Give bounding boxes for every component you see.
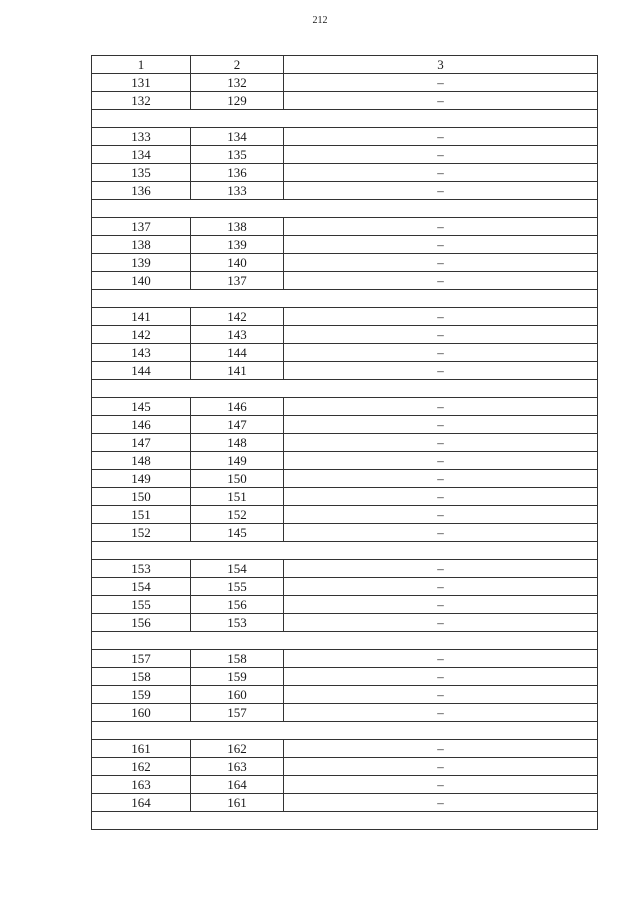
table-cell-col3: –	[284, 236, 598, 254]
table-cell-col1: 155	[92, 596, 191, 614]
group-separator-row	[92, 542, 598, 560]
group-separator-row	[92, 110, 598, 128]
table-cell-col2: 134	[191, 128, 284, 146]
table-cell-col3: –	[284, 704, 598, 722]
table-cell-col2: 139	[191, 236, 284, 254]
table-row	[92, 560, 598, 578]
table-cell-col1: 153	[92, 560, 191, 578]
table-row	[92, 326, 598, 344]
group-separator-cell	[92, 380, 598, 398]
table-row	[92, 92, 598, 110]
group-separator-cell	[92, 722, 598, 740]
table-cell-col1: 161	[92, 740, 191, 758]
table-cell-col2: 132	[191, 74, 284, 92]
table-cell-col2: 135	[191, 146, 284, 164]
group-separator-cell	[92, 812, 598, 830]
group-separator-cell	[92, 290, 598, 308]
table-cell-col1: 135	[92, 164, 191, 182]
table-cell-col1: 150	[92, 488, 191, 506]
table-cell-col1: 162	[92, 758, 191, 776]
header-cell-col2: 2	[191, 56, 284, 74]
table-cell-col3: –	[284, 326, 598, 344]
table-cell-col3: –	[284, 668, 598, 686]
table-cell-col3: –	[284, 686, 598, 704]
table-cell-col2: 143	[191, 326, 284, 344]
group-separator-cell	[92, 632, 598, 650]
table-cell-col2: 140	[191, 254, 284, 272]
table-row	[92, 614, 598, 632]
table-cell-col2: 144	[191, 344, 284, 362]
table-cell-col3: –	[284, 596, 598, 614]
table-cell-col2: 150	[191, 470, 284, 488]
table-cell-col3: –	[284, 452, 598, 470]
table-cell-col1: 137	[92, 218, 191, 236]
table-cell-col3: –	[284, 146, 598, 164]
table-cell-col1: 148	[92, 452, 191, 470]
table-cell-col2: 156	[191, 596, 284, 614]
table-row	[92, 668, 598, 686]
table-cell-col2: 147	[191, 416, 284, 434]
table-cell-col2: 137	[191, 272, 284, 290]
table-header-row	[92, 56, 598, 74]
table-cell-col1: 132	[92, 92, 191, 110]
table-row	[92, 650, 598, 668]
table-row	[92, 272, 598, 290]
table-cell-col3: –	[284, 164, 598, 182]
table-cell-col2: 129	[191, 92, 284, 110]
table-row	[92, 704, 598, 722]
table-row	[92, 794, 598, 812]
table-cell-col2: 138	[191, 218, 284, 236]
group-separator-row	[92, 722, 598, 740]
group-separator-cell	[92, 110, 598, 128]
table-cell-col3: –	[284, 344, 598, 362]
table-row	[92, 362, 598, 380]
table-cell-col1: 144	[92, 362, 191, 380]
data-table	[91, 55, 598, 830]
table-cell-col2: 163	[191, 758, 284, 776]
table-cell-col3: –	[284, 740, 598, 758]
table-cell-col1: 145	[92, 398, 191, 416]
table-cell-col1: 140	[92, 272, 191, 290]
table-row	[92, 758, 598, 776]
group-separator-cell	[92, 200, 598, 218]
table-cell-col3: –	[284, 470, 598, 488]
table-row	[92, 452, 598, 470]
table-cell-col2: 159	[191, 668, 284, 686]
table-cell-col3: –	[284, 650, 598, 668]
group-separator-row	[92, 380, 598, 398]
table-cell-col2: 158	[191, 650, 284, 668]
group-separator-row	[92, 290, 598, 308]
header-cell-col3: 3	[284, 56, 598, 74]
table-cell-col3: –	[284, 308, 598, 326]
table-cell-col2: 155	[191, 578, 284, 596]
table-row	[92, 182, 598, 200]
table-cell-col3: –	[284, 92, 598, 110]
table-row	[92, 344, 598, 362]
table-cell-col1: 138	[92, 236, 191, 254]
table-cell-col3: –	[284, 272, 598, 290]
table-cell-col1: 163	[92, 776, 191, 794]
table-cell-col3: –	[284, 416, 598, 434]
table-cell-col2: 154	[191, 560, 284, 578]
table-cell-col3: –	[284, 254, 598, 272]
table-cell-col1: 151	[92, 506, 191, 524]
table-cell-col2: 142	[191, 308, 284, 326]
table-cell-col3: –	[284, 434, 598, 452]
table-cell-col1: 131	[92, 74, 191, 92]
table-cell-col3: –	[284, 362, 598, 380]
table-row	[92, 488, 598, 506]
table-cell-col2: 157	[191, 704, 284, 722]
table-row	[92, 416, 598, 434]
table-cell-col2: 151	[191, 488, 284, 506]
group-separator-cell	[92, 542, 598, 560]
table-cell-col3: –	[284, 128, 598, 146]
table-row	[92, 740, 598, 758]
table-cell-col1: 164	[92, 794, 191, 812]
table-cell-col1: 143	[92, 344, 191, 362]
table-cell-col3: –	[284, 794, 598, 812]
table-cell-col3: –	[284, 182, 598, 200]
table-cell-col2: 133	[191, 182, 284, 200]
table-cell-col2: 161	[191, 794, 284, 812]
table-row	[92, 218, 598, 236]
table-cell-col3: –	[284, 776, 598, 794]
table-cell-col1: 136	[92, 182, 191, 200]
table-row	[92, 524, 598, 542]
table-cell-col1: 158	[92, 668, 191, 686]
table-row	[92, 164, 598, 182]
table-cell-col1: 154	[92, 578, 191, 596]
table-row	[92, 398, 598, 416]
table-cell-col1: 134	[92, 146, 191, 164]
table-cell-col2: 146	[191, 398, 284, 416]
table-cell-col1: 149	[92, 470, 191, 488]
table-cell-col1: 141	[92, 308, 191, 326]
table-cell-col1: 133	[92, 128, 191, 146]
table-cell-col1: 157	[92, 650, 191, 668]
table-cell-col3: –	[284, 578, 598, 596]
table-cell-col3: –	[284, 488, 598, 506]
table-cell-col2: 149	[191, 452, 284, 470]
table-row	[92, 308, 598, 326]
table-cell-col2: 164	[191, 776, 284, 794]
table-cell-col3: –	[284, 560, 598, 578]
table-row	[92, 254, 598, 272]
table-cell-col1: 146	[92, 416, 191, 434]
group-separator-row	[92, 812, 598, 830]
table-cell-col1: 159	[92, 686, 191, 704]
table-cell-col2: 153	[191, 614, 284, 632]
table-cell-col2: 160	[191, 686, 284, 704]
table-row	[92, 74, 598, 92]
table-cell-col3: –	[284, 398, 598, 416]
table-row	[92, 686, 598, 704]
table-row	[92, 578, 598, 596]
table-row	[92, 128, 598, 146]
group-separator-row	[92, 632, 598, 650]
page-number: 212	[312, 15, 328, 26]
table-row	[92, 776, 598, 794]
table-row	[92, 146, 598, 164]
table-cell-col1: 156	[92, 614, 191, 632]
table-cell-col1: 160	[92, 704, 191, 722]
table-cell-col3: –	[284, 614, 598, 632]
table-row	[92, 470, 598, 488]
table-cell-col3: –	[284, 74, 598, 92]
table-cell-col3: –	[284, 758, 598, 776]
table-cell-col3: –	[284, 218, 598, 236]
table-cell-col1: 152	[92, 524, 191, 542]
table-cell-col2: 162	[191, 740, 284, 758]
table-cell-col2: 152	[191, 506, 284, 524]
table-cell-col2: 136	[191, 164, 284, 182]
table-cell-col2: 141	[191, 362, 284, 380]
table-cell-col3: –	[284, 506, 598, 524]
table-cell-col3: –	[284, 524, 598, 542]
table-cell-col1: 139	[92, 254, 191, 272]
table-cell-col1: 147	[92, 434, 191, 452]
table-cell-col2: 145	[191, 524, 284, 542]
table-body	[92, 56, 598, 830]
header-cell-col1: 1	[92, 56, 191, 74]
table-cell-col2: 148	[191, 434, 284, 452]
table-row	[92, 236, 598, 254]
table-row	[92, 596, 598, 614]
table-row	[92, 506, 598, 524]
table-row	[92, 434, 598, 452]
group-separator-row	[92, 200, 598, 218]
table-cell-col1: 142	[92, 326, 191, 344]
